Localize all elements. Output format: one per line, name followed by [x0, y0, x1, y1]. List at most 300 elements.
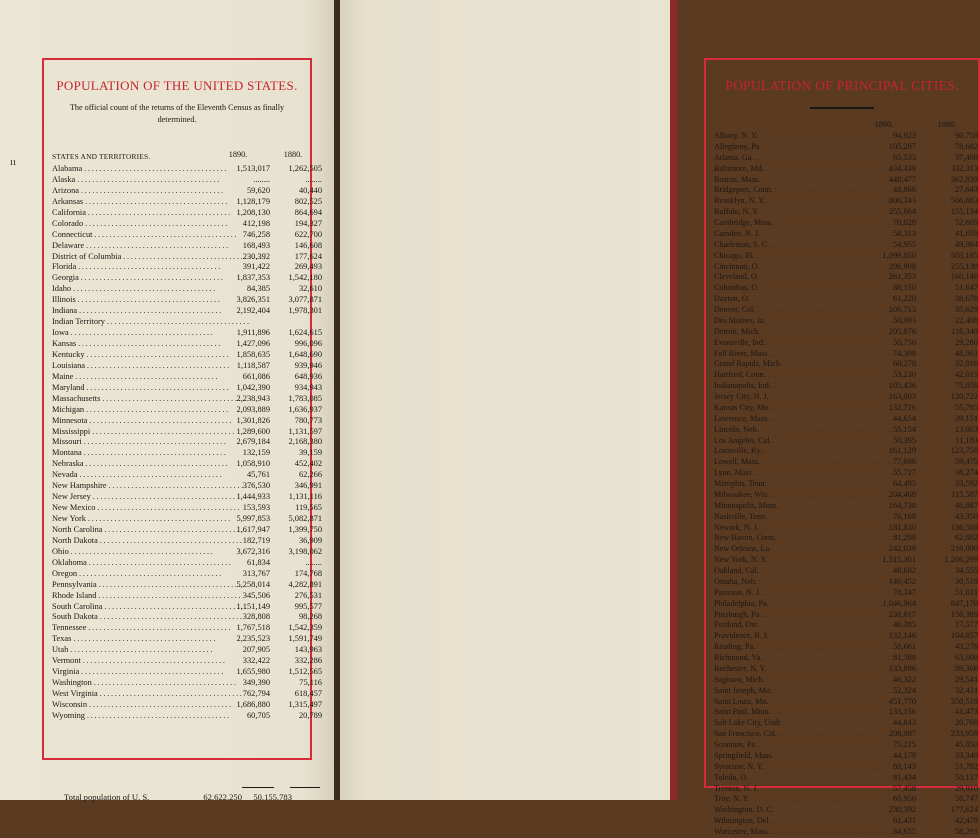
value-1880: 276,531	[294, 590, 322, 600]
row-name: Kansas. . .	[52, 339, 214, 350]
row-name: Michigan. . .	[52, 405, 214, 416]
value-1880: 802,525	[294, 196, 322, 206]
row-name: Kentucky. . .	[52, 350, 214, 361]
value-1890: 161,129	[888, 446, 916, 456]
state-row	[52, 295, 322, 306]
state-row	[52, 470, 322, 481]
value-1880: 17,577	[954, 620, 978, 630]
value-1880: 156,389	[950, 609, 978, 619]
city-row	[714, 729, 978, 740]
row-name: Denver, Col.. . .	[714, 305, 854, 316]
value-1890: 164,738	[888, 500, 916, 510]
state-row	[52, 492, 322, 503]
state-row	[52, 371, 322, 383]
value-1890: 132,146	[888, 631, 916, 641]
value-1880: 33,592	[954, 479, 978, 488]
row-name: Evansville, Ind.. . .	[714, 338, 854, 349]
row-name: Lynn, Mass.. . .	[714, 468, 854, 479]
state-row	[52, 579, 322, 591]
value-1880: 1,131,116	[288, 492, 322, 502]
city-row	[714, 468, 978, 479]
value-1890: 44,654	[892, 413, 916, 423]
row-name: California. . .	[52, 208, 214, 219]
value-1880: 34,555	[954, 566, 978, 575]
row-name: Hartford, Conn.. . .	[714, 370, 854, 381]
value-1890: 328,808	[242, 612, 270, 622]
value-1890: 60,956	[892, 794, 916, 804]
value-1880: 1,206,299	[944, 555, 978, 565]
state-row	[52, 437, 322, 448]
value-1880: 346,991	[294, 481, 322, 491]
value-1880: 43,350	[954, 511, 978, 521]
row-name: Alabama. . .	[52, 164, 214, 175]
value-1890: 181,830	[888, 522, 916, 532]
value-1880: 864,694	[294, 207, 322, 217]
city-row	[714, 359, 978, 370]
cities-population-title: POPULATION OF PRINCIPAL CITIES.	[725, 78, 959, 93]
row-name: New York, N. Y.. . .	[714, 555, 854, 566]
city-row	[714, 218, 978, 229]
state-row	[52, 196, 322, 208]
row-name: Oklahoma. . .	[52, 558, 214, 569]
row-name: Salt Lake City, Utah. . .	[714, 718, 854, 729]
value-1890: 46,322	[892, 674, 916, 684]
city-row	[714, 251, 978, 262]
row-name: Louisiana. . .	[52, 361, 214, 372]
value-1880: 5,082,871	[288, 514, 322, 523]
city-row	[714, 762, 978, 773]
value-1880: 78,682	[954, 141, 978, 151]
value-1890: 434,439	[888, 163, 916, 173]
city-row	[714, 327, 978, 338]
city-row	[714, 283, 978, 294]
value-1880: ........	[305, 557, 322, 567]
value-1890: 57,458	[892, 783, 916, 793]
city-row	[714, 631, 978, 642]
value-1880: 1,542,180	[288, 273, 322, 283]
value-1880: 233,959	[950, 729, 978, 739]
value-1880: 75,056	[954, 381, 978, 391]
city-row	[714, 207, 978, 218]
value-1880: 177,624	[294, 251, 322, 261]
title-rule	[810, 107, 874, 109]
year-1890-header: 1890.	[228, 150, 248, 159]
state-row	[52, 546, 322, 558]
state-row	[52, 426, 322, 438]
row-name: Charleston, S. C.. . .	[714, 240, 854, 251]
row-name: Pennsylvania. . .	[52, 580, 214, 591]
value-1890: 2,192,404	[236, 306, 270, 316]
value-1880: 1,131,597	[288, 426, 322, 436]
city-row	[714, 501, 978, 512]
value-1890: 81,298	[892, 533, 916, 543]
state-row	[52, 623, 322, 634]
value-1890: 60,705	[246, 710, 270, 720]
city-row	[714, 610, 978, 621]
value-1890: 1,837,353	[236, 273, 270, 283]
row-name: Montana. . .	[52, 448, 214, 459]
row-name: San Francisco, Cal.. . .	[714, 729, 854, 740]
value-1890: 261,353	[888, 272, 916, 282]
state-row	[52, 459, 322, 470]
value-1880: 36,909	[298, 535, 322, 545]
city-row	[714, 185, 978, 196]
value-1880: 332,313	[950, 163, 978, 173]
row-name: Jersey City, N. J.. . .	[714, 392, 854, 403]
row-name: District of Columbia. . .	[52, 252, 214, 263]
row-name: Grand Rapids, Mich.. . .	[714, 359, 854, 370]
row-name: Cleveland, O.. . .	[714, 272, 854, 283]
state-row	[52, 317, 310, 328]
row-name: Saint Louis, Mo.. . .	[714, 697, 854, 708]
value-1880: 41,473	[954, 707, 978, 717]
row-name: Dayton, O.. . .	[714, 294, 854, 305]
city-row	[714, 414, 978, 425]
value-1890: 84,385	[246, 284, 270, 294]
state-row	[52, 415, 322, 427]
row-name: Baltimore, Md.. . .	[714, 164, 854, 175]
city-row	[714, 196, 978, 207]
value-1890: 65,533	[892, 152, 916, 162]
states-table	[52, 164, 322, 722]
value-1880: 62,266	[298, 470, 322, 480]
value-1880: 29,910	[954, 783, 978, 793]
row-name: Worcester, Mass.. . .	[714, 827, 854, 838]
value-1890: 448,477	[888, 174, 916, 184]
value-1890: 133,896	[888, 663, 916, 673]
row-name: Fall River, Mass.. . .	[714, 349, 854, 360]
total-row	[64, 792, 292, 802]
value-1880: 1,262,505	[288, 164, 322, 173]
row-name: Providence, R. I.. . .	[714, 631, 854, 642]
value-1890: 345,506	[242, 590, 270, 600]
value-1890: 70,028	[892, 218, 916, 227]
value-1880: 32,016	[954, 359, 978, 369]
value-1890: 52,324	[892, 685, 916, 695]
row-name: Des Moines, Ia.. . .	[714, 316, 854, 327]
row-name: Columbus, O.. . .	[714, 283, 854, 294]
row-name: Oregon. . .	[52, 569, 214, 580]
row-name: Omaha, Neb.. . .	[714, 577, 854, 588]
city-row	[714, 533, 978, 544]
value-1890: 1,858,635	[236, 349, 270, 359]
value-1890: 48,866	[892, 185, 916, 195]
state-row	[52, 689, 322, 700]
value-1880: 40,440	[298, 185, 322, 195]
row-name: Delaware. . .	[52, 241, 214, 252]
state-row	[52, 393, 322, 405]
value-1880: 362,839	[950, 174, 978, 184]
city-row	[714, 740, 978, 751]
value-1880: 648,936	[294, 371, 322, 381]
value-1880: 136,508	[950, 522, 978, 532]
value-1880: 120,722	[950, 392, 978, 401]
value-1880: 177,624	[950, 805, 978, 815]
city-row	[714, 490, 978, 501]
city-row	[714, 164, 978, 175]
value-1890: 61,834	[246, 557, 270, 567]
value-1890: 61,431	[892, 816, 916, 826]
value-1890: 58,313	[892, 228, 916, 238]
row-name: West Virginia. . .	[52, 689, 214, 700]
row-name: Georgia. . .	[52, 273, 214, 284]
state-row	[52, 328, 322, 339]
city-row	[714, 653, 978, 664]
value-1880: 119,565	[295, 503, 322, 513]
row-name: Trenton, N. J.. . .	[714, 784, 854, 795]
state-row	[52, 164, 322, 175]
value-1880: 503,185	[950, 250, 978, 260]
value-1880: 48,961	[954, 348, 978, 358]
value-1890: 106,713	[888, 305, 916, 314]
row-name: Ohio. . .	[52, 547, 214, 558]
city-row	[714, 664, 978, 675]
value-1890: 1,617,947	[236, 524, 270, 534]
row-name: Louisville, Ky.. . .	[714, 446, 854, 457]
row-name: Camden, N. J.. . .	[714, 229, 854, 240]
value-1890: 1,767,518	[236, 623, 270, 633]
value-1880: 143,963	[294, 645, 322, 655]
row-name: Florida. . .	[52, 262, 214, 273]
row-name: Virginia. . .	[52, 667, 214, 678]
value-1890: 1,911,896	[236, 328, 270, 338]
value-1880: 55,785	[954, 402, 978, 412]
state-row	[52, 273, 322, 284]
value-1880: 33,340	[954, 750, 978, 760]
value-1890: 1,118,587	[236, 360, 270, 370]
value-1890: 1,686,880	[236, 699, 270, 709]
value-1880: 1,636,937	[288, 404, 322, 414]
row-name: Nebraska. . .	[52, 459, 214, 470]
row-name: Washington. . .	[52, 678, 214, 689]
value-1890: 1,427,096	[236, 339, 270, 348]
value-1880: 1,315,497	[288, 699, 322, 709]
value-1880: 1,624,615	[288, 328, 322, 338]
value-1890: 1,046,964	[882, 598, 916, 608]
value-1890: 2,235,523	[236, 634, 270, 644]
value-1880: 20,789	[298, 710, 322, 720]
value-1880: 194,327	[294, 218, 322, 228]
value-1880: 51,647	[954, 283, 978, 293]
city-row	[714, 686, 978, 697]
row-name: New Hampshire. . .	[52, 481, 214, 492]
value-1880: 1,512,565	[288, 667, 322, 677]
value-1890: 313,767	[242, 568, 270, 578]
value-1880: 75,116	[299, 678, 322, 688]
city-row	[714, 707, 978, 718]
state-row	[52, 568, 322, 580]
value-1890: 45,761	[246, 470, 270, 480]
value-1890: 298,997	[888, 729, 916, 739]
value-1890: 60,278	[892, 359, 916, 369]
value-1890: 1,042,390	[236, 382, 270, 392]
value-1890: 44,843	[892, 718, 916, 728]
city-row	[714, 773, 978, 784]
value-1890: 205,876	[888, 326, 916, 336]
census-intro: The official count of the returns of the Eleventh Census as finally determined.	[69, 103, 285, 124]
row-name: Utah. . .	[52, 645, 214, 656]
value-1890: 661,086	[242, 371, 270, 381]
state-row	[52, 524, 322, 536]
row-name: New York. . .	[52, 514, 214, 525]
state-row	[52, 306, 322, 317]
value-1880: 98,268	[298, 612, 322, 622]
state-row	[52, 218, 322, 230]
value-1880: 934,943	[294, 382, 322, 392]
city-row	[714, 577, 978, 588]
value-1880: 49,984	[954, 239, 978, 249]
city-row	[714, 642, 978, 653]
value-1890: 1,151,149	[236, 601, 270, 611]
row-name: New Haven, Conn.. . .	[714, 533, 854, 544]
value-1880: 52,669	[954, 218, 978, 227]
value-1890: 84,655	[892, 827, 916, 836]
value-1880: 1,542,359	[288, 623, 322, 633]
value-1880: 255,139	[950, 261, 978, 271]
row-name: Cambridge, Mass.. . .	[714, 218, 854, 229]
value-1890: 50,395	[892, 435, 916, 445]
row-name: Nashville, Tenn.. . .	[714, 512, 854, 523]
state-row	[52, 284, 322, 295]
value-1890: 53,230	[892, 370, 916, 380]
year-1880-header: 1880.	[283, 150, 303, 159]
row-name: Arkansas. . .	[52, 197, 214, 208]
city-row	[714, 175, 978, 186]
value-1880: 45,850	[954, 740, 978, 749]
year-1880-header: 1880.	[937, 120, 957, 129]
state-row	[52, 382, 322, 394]
value-1890: 182,719	[242, 535, 270, 545]
city-row	[714, 262, 978, 273]
value-1890: 75,215	[892, 740, 916, 749]
state-row	[52, 699, 322, 711]
row-name: Richmond, Va.. . .	[714, 653, 854, 664]
value-1880: 29,280	[954, 337, 978, 347]
row-name: Maine. . .	[52, 372, 214, 383]
value-1880: 3,198,062	[288, 546, 322, 556]
state-row	[52, 645, 322, 656]
value-1890: 140,452	[888, 576, 916, 586]
row-name: Texas. . .	[52, 634, 214, 645]
value-1890: 230,392	[242, 251, 270, 261]
row-name: Brooklyn, N. Y.. . .	[714, 196, 854, 207]
value-1880: 37,409	[954, 152, 978, 162]
value-1880: 22,408	[954, 315, 978, 325]
state-row	[52, 601, 322, 613]
value-1880: 939,946	[294, 360, 322, 370]
city-row	[714, 131, 978, 142]
city-row	[714, 446, 978, 457]
city-row	[714, 479, 978, 490]
city-row	[714, 697, 978, 708]
value-1890: 204,468	[888, 489, 916, 499]
city-row	[714, 805, 978, 816]
value-1890: 451,770	[888, 696, 916, 706]
row-name: Paterson, N. J.. . .	[714, 588, 854, 599]
state-row	[52, 503, 322, 514]
row-name: South Dakota. . .	[52, 612, 214, 623]
value-1890: 105,287	[888, 141, 916, 151]
state-row	[52, 590, 322, 602]
value-1890: 207,905	[242, 645, 270, 655]
row-name: Los Angeles, Cal.. . .	[714, 436, 854, 447]
margin-mark: ıı	[10, 156, 17, 168]
state-row	[52, 185, 322, 197]
value-1880: 51,031	[954, 587, 978, 597]
row-name: Troy, N. Y.. . .	[714, 794, 854, 805]
value-1890: 746,258	[242, 229, 270, 239]
value-1880: 41,659	[954, 228, 978, 238]
value-1880: 104,857	[950, 631, 978, 641]
city-row	[714, 338, 978, 349]
state-row	[52, 667, 322, 678]
city-row	[714, 544, 978, 555]
value-1880: 1,591,749	[288, 634, 322, 644]
city-row	[714, 794, 978, 805]
value-1890: 133,156	[888, 707, 916, 717]
value-1890: 58,661	[892, 642, 916, 652]
row-name: Atlanta, Ga.. . .	[714, 153, 854, 164]
value-1890: 54,955	[892, 239, 916, 249]
cities-population-frame	[704, 58, 980, 836]
value-1890: 349,390	[242, 678, 270, 688]
value-1890: 55,154	[892, 424, 916, 434]
value-1880: 58,291	[954, 827, 978, 836]
value-1890: 1,301,826	[236, 415, 270, 425]
city-row	[714, 229, 978, 240]
state-row	[52, 360, 322, 372]
row-name: Syracuse, N. Y.. . .	[714, 762, 854, 773]
city-row	[714, 425, 978, 436]
state-row	[52, 240, 322, 252]
row-name: Nevada. . .	[52, 470, 214, 481]
state-row	[52, 174, 322, 186]
row-name: Saginaw, Mich.. . .	[714, 675, 854, 686]
value-1880: 216,090	[950, 544, 978, 554]
city-row	[714, 457, 978, 468]
row-name: Wilmington, Del.. . .	[714, 816, 854, 827]
row-name: New Orleans, La.. . .	[714, 544, 854, 555]
value-1880: 63,600	[954, 653, 978, 662]
city-row	[714, 555, 978, 566]
value-1880: 39,151	[954, 413, 978, 423]
states-column-header: STATES AND TERRITORIES.	[52, 152, 151, 161]
value-1880: 622,700	[294, 229, 322, 239]
row-name: Allegheny, Pa. . .	[714, 142, 854, 153]
value-1880: 995,577	[294, 601, 322, 611]
row-name: Indianapolis, Ind.. . .	[714, 381, 854, 392]
city-row	[714, 816, 978, 827]
value-1890: 2,238,943	[236, 393, 270, 403]
total-label: Total population of U. S.	[64, 792, 150, 802]
value-1890: 1,099,850	[882, 250, 916, 260]
row-name: Rhode Island. . .	[52, 591, 214, 602]
city-row	[714, 599, 978, 610]
row-name: Alaska. . .	[52, 175, 214, 186]
value-1890: 76,168	[892, 511, 916, 521]
value-1890: 1,444,933	[236, 492, 270, 502]
value-1890: 74,398	[892, 348, 916, 358]
value-1890: 3,826,351	[236, 295, 270, 305]
value-1890: 412,198	[242, 218, 270, 228]
value-1880: 30,518	[954, 576, 978, 586]
row-name: Saint Joseph, Mo.. . .	[714, 686, 854, 697]
value-1880: 847,170	[950, 598, 978, 608]
value-1880: 116,340	[951, 326, 978, 336]
row-name: South Carolina. . .	[52, 602, 214, 613]
row-name: Reading, Pa.. . .	[714, 642, 854, 653]
city-row	[714, 784, 978, 795]
